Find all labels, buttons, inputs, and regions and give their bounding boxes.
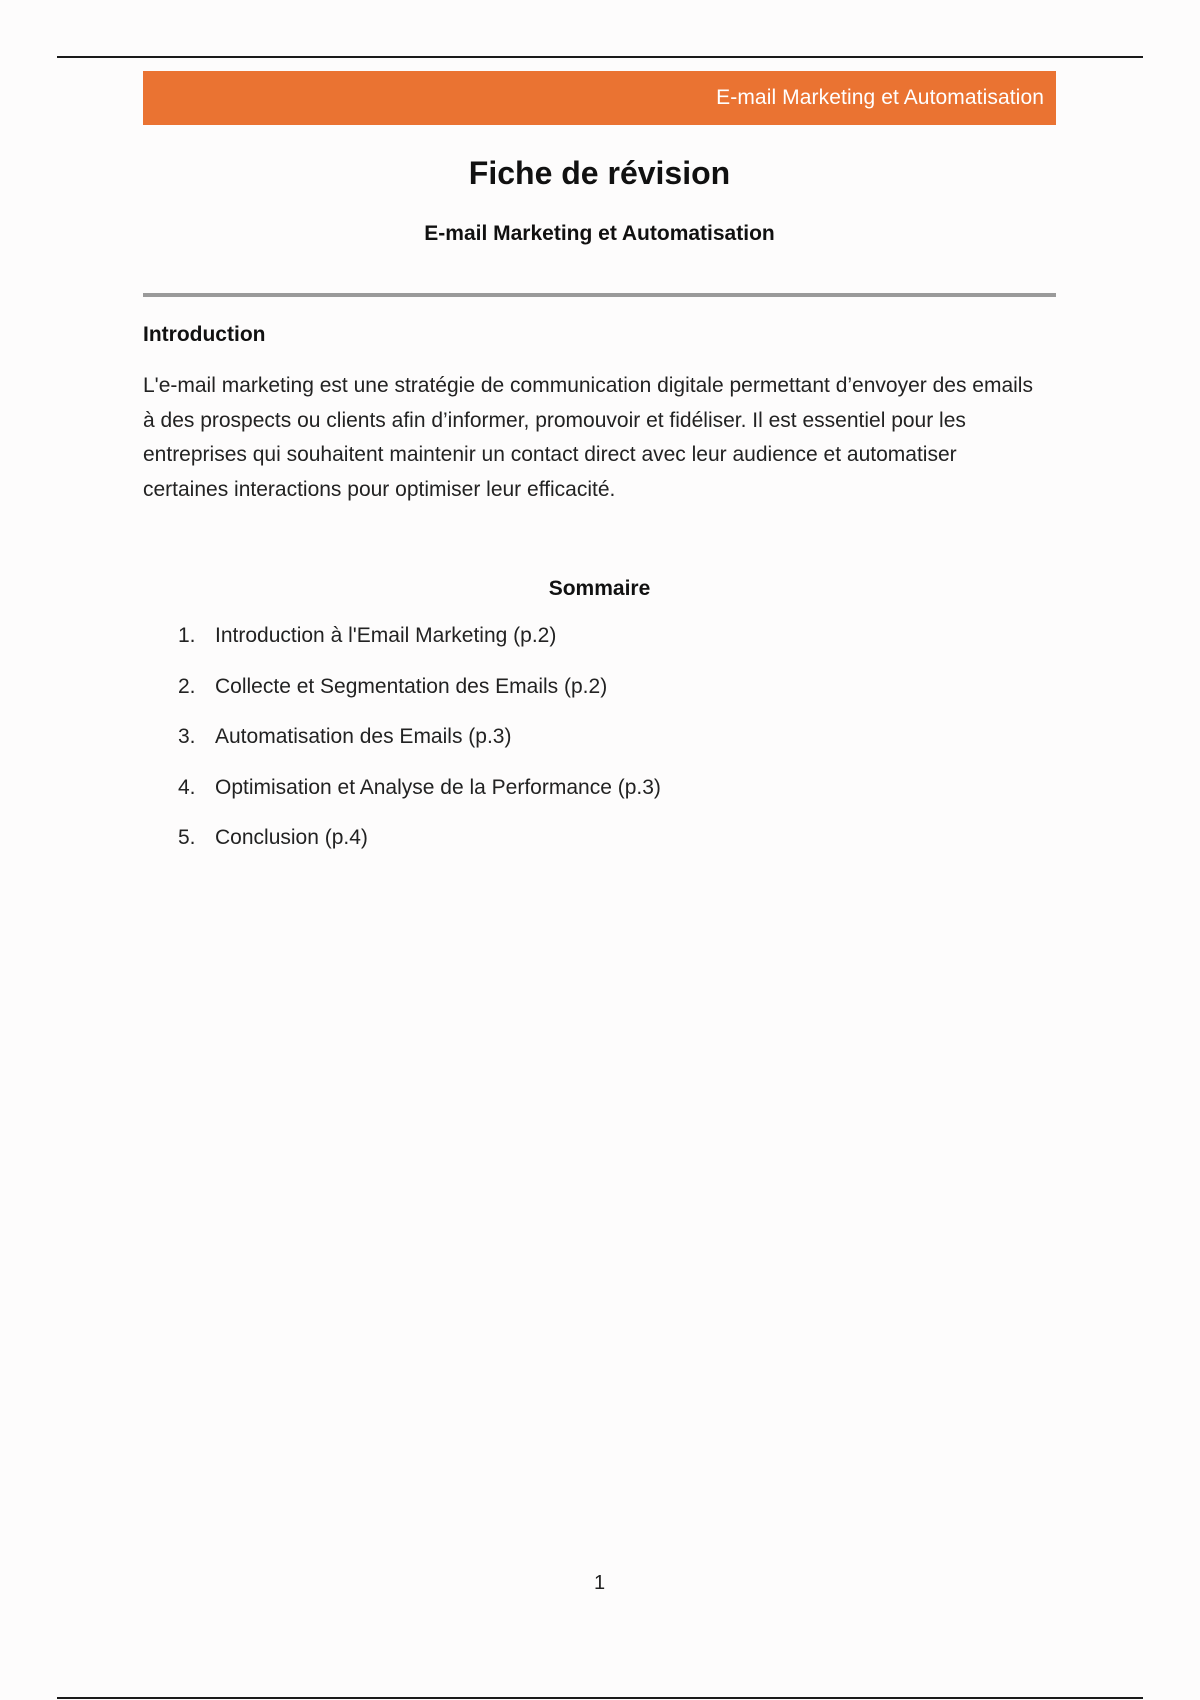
toc-item-label: Collecte et Segmentation des Emails (p.2) <box>215 674 608 698</box>
toc-item-number: 2. <box>178 674 196 698</box>
document-title: Fiche de révision <box>468 155 731 191</box>
toc-item <box>178 675 661 726</box>
header-band <box>143 71 1056 125</box>
introduction-heading: Introduction <box>143 323 266 346</box>
toc-item <box>178 776 661 827</box>
toc-item <box>178 725 661 776</box>
toc-item <box>178 826 661 877</box>
toc-item-number: 4. <box>178 775 196 799</box>
toc-item-number: 5. <box>178 826 196 849</box>
header-band-text: E-mail Marketing et Automatisation <box>716 86 1044 109</box>
document-subtitle: E-mail Marketing et Automatisation <box>424 222 775 245</box>
toc-list <box>178 624 661 877</box>
bottom-rule <box>57 1697 1143 1699</box>
toc-item-number: 3. <box>178 725 196 748</box>
toc-item-label: Introduction à l'Email Marketing (p.2) <box>215 624 557 647</box>
toc-heading: Sommaire <box>548 577 651 600</box>
top-rule <box>57 56 1143 58</box>
title-divider <box>143 293 1056 297</box>
toc-item-label: Conclusion (p.4) <box>215 826 368 849</box>
toc-item-label: Optimisation et Analyse de la Performance (p.3) <box>215 775 661 799</box>
toc-item-number: 1. <box>178 624 196 647</box>
introduction-text: L'e-mail marketing est une stratégie de communication digitale permettant d’envoyer des emails à des prospects ou clients afin d’informer, promouvoir et fidéliser. Il est essentiel pour les entreprises qui souhaitent maintenir un contact direct avec leur audience et automatiser certaines interactions pour optimiser leur efficacité. <box>143 374 1033 501</box>
toc-item <box>178 624 661 675</box>
page-number: 1 <box>593 1572 606 1594</box>
toc-item-label: Automatisation des Emails (p.3) <box>215 725 512 748</box>
